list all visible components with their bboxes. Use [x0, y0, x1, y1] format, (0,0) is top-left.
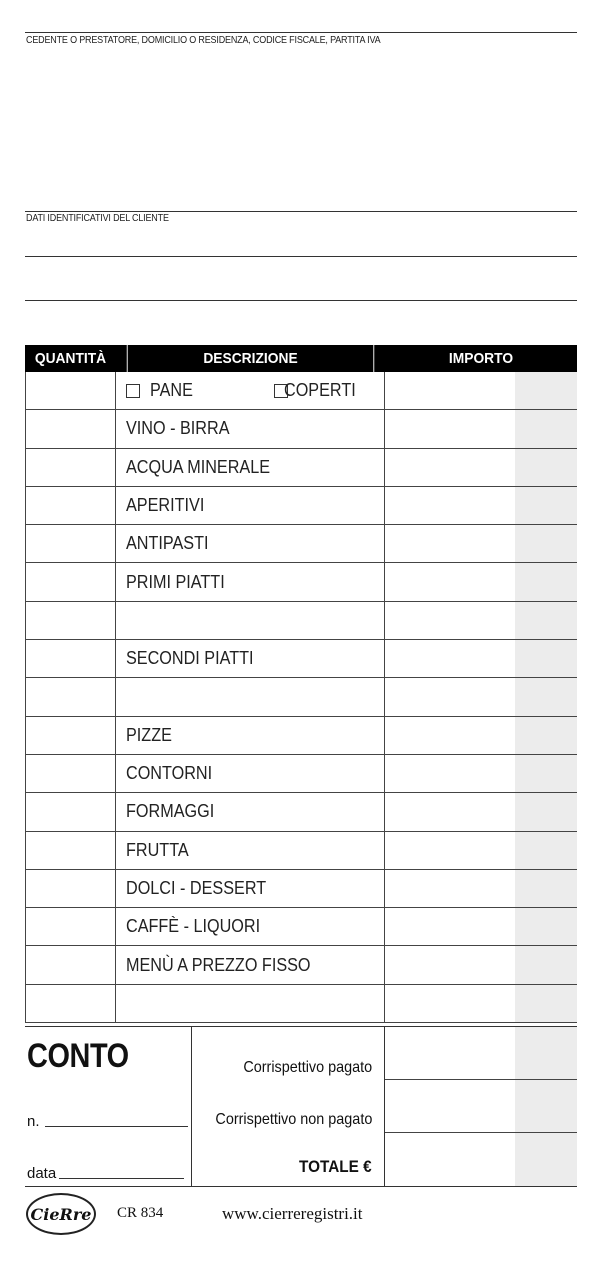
summary-amount-column [385, 1027, 515, 1186]
description-cell [116, 985, 385, 1022]
amount-cell[interactable] [385, 525, 515, 562]
quantity-cell[interactable] [25, 563, 116, 600]
amount-cell[interactable] [385, 410, 515, 447]
quantity-cell[interactable] [25, 525, 116, 562]
quantity-cell[interactable] [25, 946, 116, 983]
cents-cell[interactable] [515, 372, 577, 409]
table-row [25, 563, 577, 601]
cliente-label: DATI IDENTIFICATIVI DEL CLIENTE [26, 213, 169, 224]
quantity-cell[interactable] [25, 487, 116, 524]
cents-cell[interactable] [515, 832, 577, 869]
table-row [25, 410, 577, 448]
amount-cell[interactable] [385, 717, 515, 754]
table-row [25, 487, 577, 525]
total-label: TOTALE € [299, 1157, 372, 1176]
cents-cell[interactable] [515, 717, 577, 754]
amount-cell[interactable] [385, 678, 515, 715]
cedente-label: CEDENTE O PRESTATORE, DOMICILIO O RESIDENZA, CODICE FISCALE, PARTITA IVA [26, 35, 381, 46]
amount-cell[interactable] [385, 946, 515, 983]
item-label: VINO - BIRRA [126, 418, 230, 439]
description-cell [116, 563, 385, 600]
unpaid-cents-field[interactable] [515, 1080, 577, 1133]
cents-cell[interactable] [515, 755, 577, 792]
header-quantita: QUANTITÀ [34, 350, 107, 367]
amount-cell[interactable] [385, 985, 515, 1022]
item-label: CONTORNI [126, 763, 213, 784]
item-label: DOLCI - DESSERT [126, 878, 267, 898]
table-row [25, 755, 577, 793]
header-descrizione: DESCRIZIONE [127, 345, 374, 372]
cierre-logo [26, 1193, 96, 1235]
cents-cell[interactable] [515, 678, 577, 715]
description-cell [116, 372, 385, 409]
conto-box [25, 1027, 192, 1186]
paid-label: Corrispettivo pagato [243, 1059, 372, 1076]
quantity-cell[interactable] [25, 410, 116, 447]
total-cents-field[interactable] [515, 1133, 577, 1186]
quantity-cell[interactable] [25, 832, 116, 869]
amount-cell[interactable] [385, 563, 515, 600]
quantity-cell[interactable] [25, 985, 116, 1022]
top-rule [25, 32, 577, 33]
coperti-label: COPERTI [283, 380, 356, 401]
table-row [25, 908, 577, 946]
table-row [25, 870, 577, 908]
description-cell [116, 640, 385, 677]
item-label: CAFFÈ - LIQUORI [126, 916, 261, 937]
description-cell [116, 717, 385, 754]
cents-cell[interactable] [515, 449, 577, 486]
table-row [25, 985, 577, 1023]
total-amount-field[interactable] [385, 1133, 515, 1186]
table-row [25, 640, 577, 678]
unpaid-label: Corrispettivo non pagato [215, 1111, 372, 1128]
cents-cell[interactable] [515, 410, 577, 447]
quantity-cell[interactable] [25, 678, 116, 715]
date-field[interactable] [27, 1165, 184, 1182]
description-cell [116, 487, 385, 524]
quantity-cell[interactable] [25, 717, 116, 754]
quantity-cell[interactable] [25, 449, 116, 486]
amount-cell[interactable] [385, 487, 515, 524]
amount-cell[interactable] [385, 793, 515, 830]
cliente-rule [25, 211, 577, 212]
quantity-cell[interactable] [25, 870, 116, 907]
table-row [25, 793, 577, 831]
item-label: FRUTTA [126, 839, 189, 860]
quantity-cell[interactable] [25, 372, 116, 409]
cents-cell[interactable] [515, 946, 577, 983]
amount-cell[interactable] [385, 449, 515, 486]
table-row [25, 525, 577, 563]
description-cell [116, 832, 385, 869]
table-row-pane-coperti [25, 372, 577, 410]
item-label: MENÙ A PREZZO FISSO [126, 954, 311, 975]
table-row [25, 832, 577, 870]
table-row [25, 946, 577, 984]
description-cell [116, 525, 385, 562]
number-field[interactable] [27, 1113, 188, 1130]
amount-cell[interactable] [385, 870, 515, 907]
item-label: ACQUA MINERALE [126, 456, 271, 477]
amount-cell[interactable] [385, 908, 515, 945]
summary-section [25, 1026, 577, 1187]
paid-amount-field[interactable] [385, 1027, 515, 1080]
item-label: APERITIVI [126, 495, 205, 516]
description-cell [116, 908, 385, 945]
quantity-cell[interactable] [25, 755, 116, 792]
unpaid-amount-field[interactable] [385, 1080, 515, 1133]
number-line [45, 1126, 188, 1127]
cents-cell[interactable] [515, 563, 577, 600]
website-text: www.cierreregistri.it [222, 1204, 363, 1223]
description-cell [116, 410, 385, 447]
pane-label: PANE [150, 380, 193, 401]
table-row [25, 678, 577, 716]
amount-cell[interactable] [385, 602, 515, 639]
quantity-cell[interactable] [25, 640, 116, 677]
logo-text: CieRre [30, 1204, 92, 1224]
item-label: PRIMI PIATTI [126, 571, 225, 592]
quantity-cell[interactable] [25, 602, 116, 639]
amount-cell[interactable] [385, 755, 515, 792]
summary-cents-column [515, 1027, 577, 1186]
conto-title: CONTO [27, 1037, 129, 1075]
description-cell [116, 602, 385, 639]
cents-cell[interactable] [515, 525, 577, 562]
description-cell [116, 870, 385, 907]
date-label: data [27, 1165, 57, 1182]
cents-cell[interactable] [515, 602, 577, 639]
description-cell [116, 678, 385, 715]
order-table [25, 345, 577, 1023]
cents-cell[interactable] [515, 793, 577, 830]
quantity-cell[interactable] [25, 908, 116, 945]
table-row [25, 602, 577, 640]
description-cell [116, 755, 385, 792]
table-body [25, 372, 577, 1023]
cents-cell[interactable] [515, 487, 577, 524]
item-label: FORMAGGI [126, 801, 215, 822]
table-row [25, 449, 577, 487]
cents-cell[interactable] [515, 640, 577, 677]
amount-cell[interactable] [385, 640, 515, 677]
item-label: PIZZE [126, 724, 172, 745]
cents-cell[interactable] [515, 985, 577, 1022]
paid-cents-field[interactable] [515, 1027, 577, 1080]
date-line [59, 1178, 184, 1179]
cents-cell[interactable] [515, 870, 577, 907]
summary-amounts [385, 1027, 577, 1186]
summary-labels [192, 1027, 385, 1186]
table-header [25, 345, 577, 372]
number-label: n. [27, 1113, 40, 1130]
quantity-cell[interactable] [25, 793, 116, 830]
description-cell [116, 793, 385, 830]
header-importo: IMPORTO [448, 350, 514, 367]
item-label: ANTIPASTI [126, 533, 209, 554]
description-cell [116, 946, 385, 983]
cliente-line-1[interactable] [25, 256, 577, 257]
amount-cell[interactable] [385, 372, 515, 409]
pane-checkbox[interactable] [126, 384, 140, 398]
amount-cell[interactable] [385, 832, 515, 869]
description-cell [116, 449, 385, 486]
table-row [25, 717, 577, 755]
form-code: CR 834 [117, 1205, 164, 1221]
item-label: SECONDI PIATTI [126, 648, 254, 669]
cliente-line-2[interactable] [25, 300, 577, 301]
cents-cell[interactable] [515, 908, 577, 945]
